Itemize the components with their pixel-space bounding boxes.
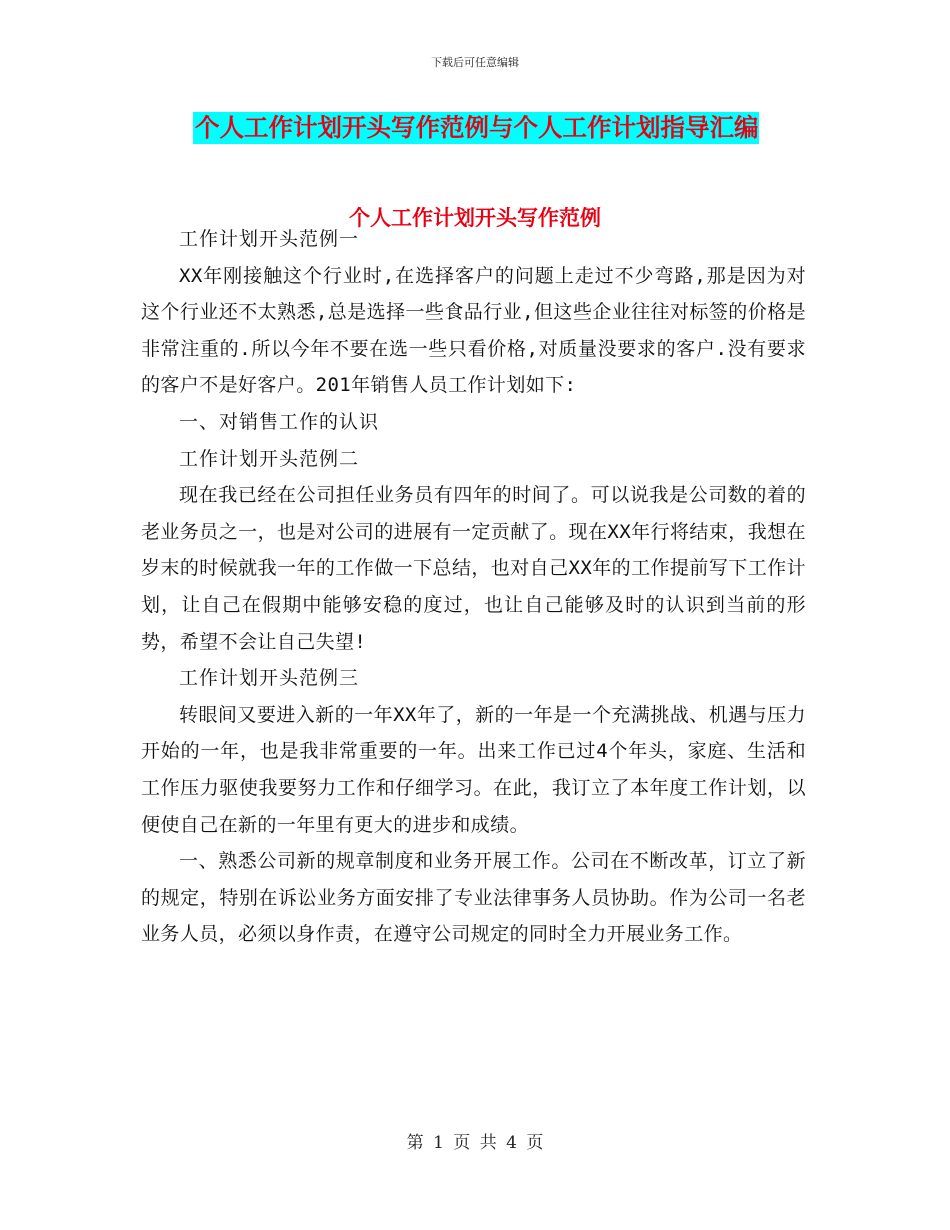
header-note: 下载后可任意编辑 xyxy=(431,56,519,69)
paragraph-2: 现在我已经在公司担任业务员有四年的时间了。可以说我是公司数的着的老业务员之一，也是对公司的进展有一定贡献了。现在XX年行将结束，我想在岁末的时候就我一年的工作做一下总结，也对自己XX年的工作提前写下工作计划，让自己在假期中能够安稳的度过，也让自己能够及时的认识到当前的形势，希望不会让自己失望! xyxy=(141,484,806,653)
example-heading-2: 工作计划开头范例二 xyxy=(179,447,360,470)
document-title: 个人工作计划开头写作范例与个人工作计划指导汇编 xyxy=(195,113,759,142)
paragraph-1: XX年刚接触这个行业时,在选择客户的问题上走过不少弯路,那是因为对这个行业还不太熟悉,总是选择一些食品行业,但这些企业往往对标签的价格是非常注重的.所以今年不要在选一些只看价格,对质量没要求的客户.没有要求的客户不是好客户。201年销售人员工作计划如下: xyxy=(141,264,806,397)
paragraph-4: 一、熟悉公司新的规章制度和业务开展工作。公司在不断改革，订立了新的规定，特别在诉讼业务方面安排了专业法律事务人员协助。作为公司一名老业务人员，必须以身作责，在遵守公司规定的同时全力开展业务工作。 xyxy=(141,850,806,946)
example-heading-3: 工作计划开头范例三 xyxy=(179,667,360,690)
list-heading-1: 一、对销售工作的认识 xyxy=(179,410,380,433)
paragraph-3: 转眼间又要进入新的一年XX年了，新的一年是一个充满挑战、机遇与压力开始的一年，也是我非常重要的一年。出来工作已过4个年头，家庭、生活和工作压力驱使我要努力工作和仔细学习。在此，我订立了本年度工作计划，以便使自己在新的一年里有更大的进步和成绩。 xyxy=(141,703,806,836)
section-title: 个人工作计划开头写作范例 xyxy=(349,205,601,230)
example-heading-1: 工作计划开头范例一 xyxy=(179,228,360,250)
page-number-footer: 第 1 页 共 4 页 xyxy=(406,1133,544,1153)
document-body xyxy=(141,221,806,953)
